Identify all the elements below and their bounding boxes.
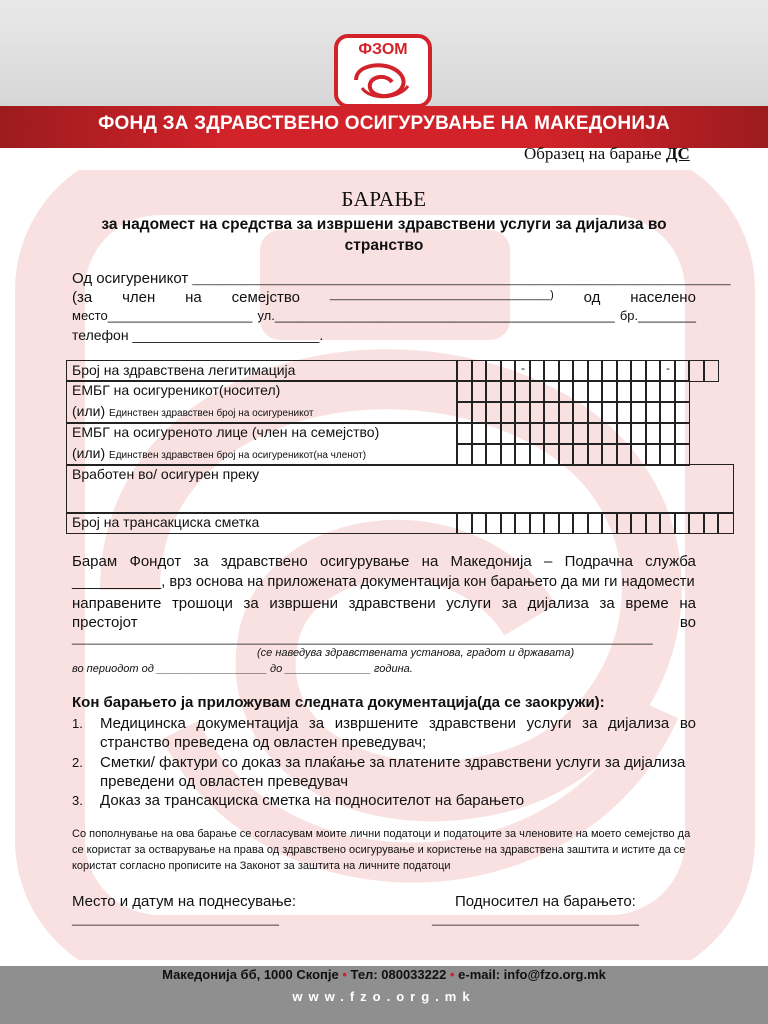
- embg-holder-alt: [72, 403, 314, 419]
- word: осигурување: [320, 553, 410, 570]
- footer-separator: •: [342, 967, 347, 982]
- consent-text: Со пополнување на ова барање се согласувам моите лични податоци и податоците за членовите на моето семејство да се користат за остварување на права од здравствено осигурување и користење на здравствена заштита и истите да се користат согласно прописите на Законот за заштита на личните податоци: [72, 828, 691, 872]
- phone-blank[interactable]: телефон ________________________.: [72, 327, 324, 343]
- footer-separator: •: [449, 967, 455, 982]
- request-line-1: [72, 551, 696, 572]
- unique-health-number-label: Единствен здравствен број на осигуреникот: [109, 408, 314, 419]
- form-label-prefix: Образец на барање: [524, 144, 662, 163]
- applicant-label: Од осигуреникот: [72, 270, 189, 287]
- fzom-logo: [334, 34, 432, 108]
- item-text: Доказ за трансакциска сметка на подносителот на барањето: [100, 792, 525, 809]
- footer-website-link[interactable]: www.fzo.org.mk: [292, 989, 476, 1004]
- word: член: [122, 289, 156, 306]
- institution-note: (се наведува здравствената установа, градот и државата): [257, 647, 575, 659]
- place-date-label: Место и датум на поднесување:: [72, 893, 297, 910]
- digit-cell[interactable]: [717, 512, 734, 534]
- employed-via-label: Вработен во/ осигурен преку: [72, 466, 260, 482]
- item-text: Сметки/ фактури со доказ за плаќање за платените здравствени услуги за дијализа преведени од овластен преведувач: [100, 754, 686, 790]
- embg-member-label: ЕМБГ на осигуреното лице (член на семејство): [72, 424, 380, 440]
- health-id-label: Број на здравствена легитимација: [72, 362, 296, 378]
- item-number: 2.: [72, 755, 83, 770]
- submitter-blank[interactable]: _______________________________: [432, 912, 639, 926]
- word: дијализа: [527, 595, 589, 612]
- separator-dash: -: [666, 361, 670, 375]
- word: за: [599, 595, 615, 612]
- digit-cell[interactable]: [703, 360, 720, 382]
- applicant-line-3[interactable]: [72, 308, 696, 323]
- item-text: Медицинска документација за извршените здравствени услуги за дијализа во странство преведена од овластен преведувач;: [100, 715, 696, 751]
- footer-contact: [0, 967, 768, 982]
- applicant-name-blank[interactable]: ________________________________________________________________________________________: [192, 274, 731, 286]
- logo-swirl-icon: [348, 60, 418, 102]
- word: трошоци: [171, 595, 233, 612]
- word: Барам: [72, 553, 118, 570]
- attachment-item-3[interactable]: [72, 791, 696, 810]
- bank-account-label: Број на трансакциска сметка: [72, 514, 260, 530]
- word: здравствени: [348, 595, 436, 612]
- form-code: ДС: [665, 144, 690, 163]
- period-line[interactable]: во периодот од __________________ до ______________ година.: [72, 663, 413, 675]
- word: за: [193, 553, 209, 570]
- word: на: [679, 595, 696, 612]
- attachment-item-1[interactable]: [72, 714, 696, 752]
- number-blank[interactable]: бр.________: [619, 308, 696, 323]
- item-number: 1.: [72, 716, 83, 731]
- separator-dash: -: [521, 361, 525, 375]
- digit-cell[interactable]: [674, 401, 691, 424]
- logo-text: ФЗОМ: [358, 41, 408, 58]
- letterhead: [0, 0, 768, 148]
- family-member-blank[interactable]: ____________________________________): [329, 289, 554, 301]
- word: семејство: [231, 289, 300, 306]
- attachments-heading: Кон барањето ја приложувам следната документација(да се заокружи):: [72, 694, 605, 711]
- place-date-blank[interactable]: _______________________________: [72, 912, 279, 926]
- word: на: [421, 553, 439, 570]
- footer-email-link[interactable]: e-mail: info@fzo.org.mk: [458, 967, 606, 982]
- org-name: ФОНД ЗА ЗДРАВСТВЕНО ОСИГУРУВАЊЕ НА МАКЕДОНИЈА: [98, 113, 670, 134]
- word: (за: [72, 289, 93, 306]
- word: за: [501, 595, 518, 612]
- word: во: [679, 614, 696, 631]
- request-line-2[interactable]: ___________, врз основа на приложената документација кон барањето да ми ги надомести: [72, 574, 695, 590]
- unique-health-number-member-label: Единствен здравствен број на осигуреникот(на членот): [109, 450, 367, 461]
- embg-holder-label: ЕМБГ на осигуреникот(носител): [72, 382, 281, 398]
- institution-blank[interactable]: _______________________________________________________________________________________: [72, 631, 653, 645]
- embg-member-alt: [72, 445, 366, 461]
- submitter-label: Подносител на барањето:: [455, 893, 636, 910]
- applicant-line-2[interactable]: [72, 289, 696, 306]
- form-code-label: [524, 144, 690, 164]
- word: направените: [72, 595, 162, 612]
- footer-phone: Тел: 080033222: [350, 967, 447, 982]
- place-blank[interactable]: место____________________: [72, 308, 253, 323]
- form-title: БАРАЊЕ: [341, 187, 427, 211]
- or-prefix: (или): [72, 445, 106, 461]
- word: населено: [630, 289, 696, 306]
- word: извршени: [269, 595, 338, 612]
- word: на: [185, 289, 202, 306]
- item-number: 3.: [72, 793, 83, 808]
- word: Фондот: [129, 553, 182, 570]
- footer-address: Македонија бб, 1000 Скопје: [162, 967, 339, 982]
- street-blank[interactable]: ул._______________________________________________: [257, 308, 615, 323]
- digit-cell[interactable]: [674, 422, 691, 445]
- word: здравствено: [220, 553, 308, 570]
- or-prefix: (или): [72, 403, 106, 419]
- word: за: [243, 595, 259, 612]
- word: Македонија: [450, 553, 532, 570]
- word: Подрачна: [564, 553, 633, 570]
- request-line-3: [72, 593, 696, 614]
- word: престојот: [72, 614, 138, 631]
- attachment-item-2[interactable]: [72, 753, 696, 791]
- word: од: [583, 289, 601, 306]
- word: време: [625, 595, 669, 612]
- digit-cell[interactable]: [674, 380, 691, 403]
- digit-cell[interactable]: [674, 443, 691, 466]
- word: служба: [645, 553, 696, 570]
- word: –: [543, 553, 553, 570]
- word: услуги: [446, 595, 492, 612]
- applicant-line-1[interactable]: [72, 270, 731, 287]
- form-subtitle: за надомест на средства за извршени здравствени услуги за дијализа во странство: [101, 216, 667, 254]
